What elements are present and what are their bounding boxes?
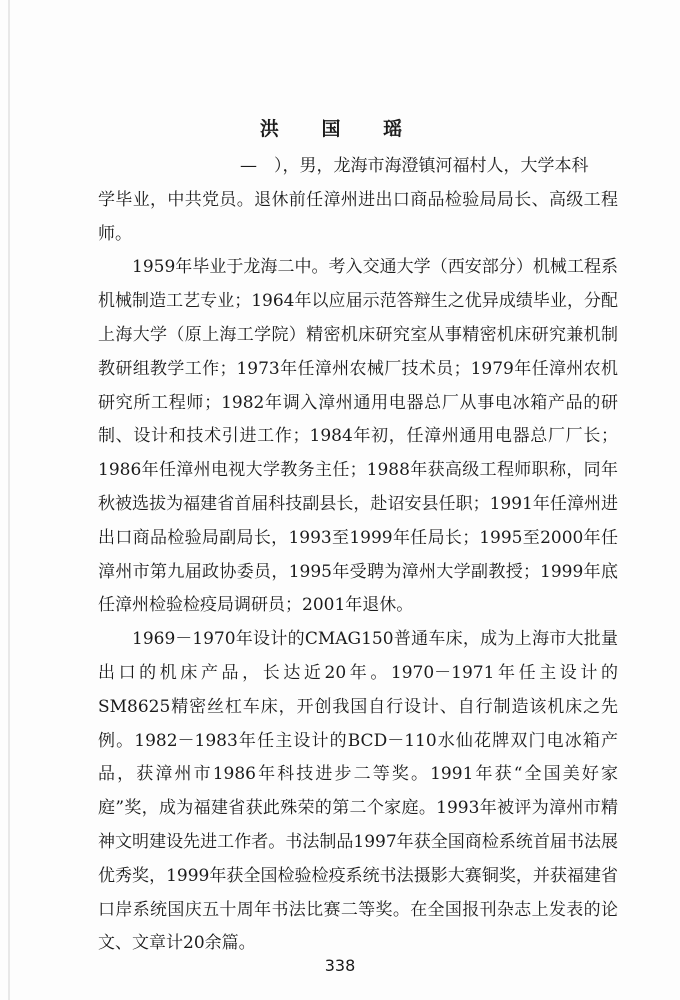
paragraph-achievements: 1969－1970年设计的CMAG150普通车床，成为上海市大批量出口的机床产品，长达近20年。1970－1971年任主设计的SM8625精密丝杠车床，开创我国自行设计、自行制造该机床之先例。1982－1983年任主设计的BCD－110水仙花牌双门电冰箱产品，获漳州市1986年科技进步二等奖。1991年获“全国美好家庭”奖，成为福建省获此殊荣的第二个家庭。1993年被评为漳州市精神文明建设先进工作者。书法制品1997年获全国商检系统首届书法展优秀奖，1999年获全国检验检疫系统书法摄影大赛铜奖，并获福建省口岸系统国庆五十周年书法比赛二等奖。在全国报刊杂志上发表的论文、文章计20余篇。 [98,629,618,954]
scan-edge-shadow [8,0,10,1000]
paragraph-career: 1959年毕业于龙海二中。考入交通大学（西安部分）机械工程系机械制造工艺专业；1964年以应届示范答辩生之优异成绩毕业，分配上海大学（原上海工学院）精密机床研究室从事精密机床研究兼机制教研组教学工作；1973年任漳州农械厂技术员；1979年任漳州农机研究所工程师；1982年调入漳州通用电器总厂从事电冰箱产品的研制、设计和技术引进工作；1984年初，任漳州通用电器总厂厂长；1986年任漳州电视大学教务主任；1988年获高级工程师职称，同年秋被选拔为福建省首届科技副县长，赴诏安县任职；1991年任漳州进出口商品检验局副局长，1993至1999年任局长；1995至2000年任漳州市第九届政协委员，1995年受聘为漳州大学副教授；1999年底任漳州检验检疫局调研员；2001年退休。 [98,257,618,616]
paragraph-intro [98,150,618,251]
page-title: 洪 国 瑶 [259,118,421,140]
paragraph-intro-text: — ），男，龙海市海澄镇河福村人，大学本科 学毕业，中共党员。退休前任漳州进出口商品检验局局长、高级工程师。 [98,156,618,244]
document-body [98,150,618,961]
page-number: 338 [324,956,356,975]
